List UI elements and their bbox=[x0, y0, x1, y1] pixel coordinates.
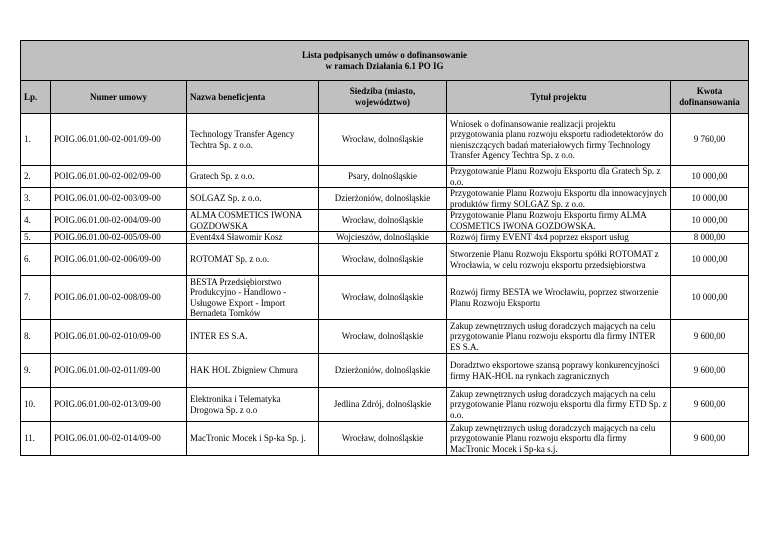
cell-kwota: 9 600,00 bbox=[671, 422, 749, 456]
contracts-table bbox=[20, 40, 749, 456]
cell-lp: 2. bbox=[21, 166, 51, 188]
header-tytul: Tytuł projektu bbox=[447, 81, 671, 114]
cell-siedziba: Wrocław, dolnośląskie bbox=[319, 210, 447, 232]
cell-kwota: 10 000,00 bbox=[671, 244, 749, 276]
cell-numer: POIG.06.01.00-02-008/09-00 bbox=[51, 276, 187, 320]
table-row bbox=[21, 354, 749, 388]
table-row bbox=[21, 388, 749, 422]
cell-nazwa: Elektronika i Telematyka Drogowa Sp. z o.o bbox=[187, 388, 319, 422]
cell-nazwa: SOLGAZ Sp. z o.o. bbox=[187, 188, 319, 210]
cell-siedziba: Jedlina Zdrój, dolnośląskie bbox=[319, 388, 447, 422]
cell-lp: 9. bbox=[21, 354, 51, 388]
cell-tytul: Przygotowanie Planu Rozwoju Eksportu firmy ALMA COSMETICS IWONA GOZDOWSKA. bbox=[447, 210, 671, 232]
cell-tytul: Wniosek o dofinansowanie realizacji projektu przygotowania planu rozwoju eksportu radiodetektorów do nieniszczących badań materiałowych firmy Technology Transfer Agency Techtra Sp. z o.o. bbox=[447, 114, 671, 166]
cell-kwota: 10 000,00 bbox=[671, 276, 749, 320]
cell-tytul: Zakup zewnętrznych usług doradczych mających na celu przygotowanie Planu rozwoju eksportu dla firmy ETD Sp. z o.o. bbox=[447, 388, 671, 422]
table-row bbox=[21, 232, 749, 244]
cell-numer: POIG.06.01.00-02-003/09-00 bbox=[51, 188, 187, 210]
cell-lp: 4. bbox=[21, 210, 51, 232]
cell-lp: 6. bbox=[21, 244, 51, 276]
title-row bbox=[21, 41, 749, 81]
cell-nazwa: INTER ES S.A. bbox=[187, 320, 319, 354]
cell-lp: 5. bbox=[21, 232, 51, 244]
cell-kwota: 10 000,00 bbox=[671, 166, 749, 188]
cell-nazwa: ALMA COSMETICS IWONA GOZDOWSKA bbox=[187, 210, 319, 232]
cell-siedziba: Dzierżoniów, dolnośląskie bbox=[319, 354, 447, 388]
cell-numer: POIG.06.01.00-02-010/09-00 bbox=[51, 320, 187, 354]
cell-tytul: Doradztwo eksportowe szansą poprawy konkurencyjności firmy HAK-HOL na rynkach zagranicznych bbox=[447, 354, 671, 388]
cell-lp: 3. bbox=[21, 188, 51, 210]
cell-siedziba: Wrocław, dolnośląskie bbox=[319, 244, 447, 276]
cell-nazwa: ROTOMAT Sp. z o.o. bbox=[187, 244, 319, 276]
table-row bbox=[21, 244, 749, 276]
cell-numer: POIG.06.01.00-02-001/09-00 bbox=[51, 114, 187, 166]
cell-tytul: Stworzenie Planu Rozwoju Eksportu spółki ROTOMAT z Wrocławia, w celu rozwoju eksportu przedsiębiorstwa bbox=[447, 244, 671, 276]
table-title bbox=[21, 41, 749, 81]
title-line-2: w ramach Działania 6.1 PO IG bbox=[325, 60, 444, 71]
cell-kwota: 9 760,00 bbox=[671, 114, 749, 166]
cell-tytul: Przygotowanie Planu Rozwoju Eksportu dla Gratech Sp. z o.o. bbox=[447, 166, 671, 188]
cell-lp: 7. bbox=[21, 276, 51, 320]
header-kwota: Kwota dofinansowania bbox=[671, 81, 749, 114]
cell-tytul: Zakup zewnętrznych usług doradczych mających na celu przygotowanie Planu rozwoju eksportu dla firmy MacTronic Mocek i Sp-ka s.j. bbox=[447, 422, 671, 456]
cell-nazwa: Technology Transfer Agency Techtra Sp. z o.o. bbox=[187, 114, 319, 166]
cell-numer: POIG.06.01.00-02-002/09-00 bbox=[51, 166, 187, 188]
cell-siedziba: Wrocław, dolnośląskie bbox=[319, 320, 447, 354]
table-row bbox=[21, 114, 749, 166]
table-row bbox=[21, 166, 749, 188]
cell-lp: 11. bbox=[21, 422, 51, 456]
header-numer: Numer umowy bbox=[51, 81, 187, 114]
cell-siedziba: Wrocław, dolnośląskie bbox=[319, 422, 447, 456]
cell-lp: 10. bbox=[21, 388, 51, 422]
cell-tytul: Rozwój firmy EVENT 4x4 poprzez eksport usług bbox=[447, 232, 671, 244]
table-row bbox=[21, 320, 749, 354]
table-row bbox=[21, 276, 749, 320]
header-siedziba: Siedziba (miasto, województwo) bbox=[319, 81, 447, 114]
cell-siedziba: Wojcieszów, dolnośląskie bbox=[319, 232, 447, 244]
cell-numer: POIG.06.01.00-02-006/09-00 bbox=[51, 244, 187, 276]
cell-nazwa: MacTronic Mocek i Sp-ka Sp. j. bbox=[187, 422, 319, 456]
cell-kwota: 9 600,00 bbox=[671, 388, 749, 422]
cell-tytul: Zakup zewnętrznych usług doradczych mających na celu przygotowanie Planu rozwoju eksportu dla firmy INTER ES S.A. bbox=[447, 320, 671, 354]
cell-tytul: Przygotowanie Planu Rozwoju Eksportu dla innowacyjnych produktów firmy SOLGAZ Sp. z o.o. bbox=[447, 188, 671, 210]
cell-numer: POIG.06.01.00-02-004/09-00 bbox=[51, 210, 187, 232]
header-row bbox=[21, 81, 749, 114]
cell-lp: 1. bbox=[21, 114, 51, 166]
cell-siedziba: Wrocław, dolnośląskie bbox=[319, 114, 447, 166]
table-row bbox=[21, 210, 749, 232]
header-nazwa: Nazwa beneficjenta bbox=[187, 81, 319, 114]
cell-kwota: 8 000,00 bbox=[671, 232, 749, 244]
cell-nazwa: BESTA Przedsiębiorstwo Produkcyjno - Handlowo - Usługowe Export - Import Bernadeta Tomków bbox=[187, 276, 319, 320]
cell-numer: POIG.06.01.00-02-005/09-00 bbox=[51, 232, 187, 244]
cell-nazwa: Event4x4 Sławomir Kosz bbox=[187, 232, 319, 244]
cell-nazwa: Gratech Sp. z o.o. bbox=[187, 166, 319, 188]
cell-kwota: 10 000,00 bbox=[671, 188, 749, 210]
title-line-1: Lista podpisanych umów o dofinansowanie bbox=[301, 49, 468, 60]
cell-siedziba: Psary, dolnośląskie bbox=[319, 166, 447, 188]
cell-numer: POIG.06.01.00-02-014/09-00 bbox=[51, 422, 187, 456]
cell-siedziba: Wrocław, dolnośląskie bbox=[319, 276, 447, 320]
contracts-sheet bbox=[20, 40, 748, 456]
cell-lp: 8. bbox=[21, 320, 51, 354]
cell-nazwa: HAK HOL Zbigniew Chmura bbox=[187, 354, 319, 388]
cell-kwota: 9 600,00 bbox=[671, 320, 749, 354]
cell-numer: POIG.06.01.00-02-013/09-00 bbox=[51, 388, 187, 422]
table-row bbox=[21, 422, 749, 456]
cell-kwota: 10 000,00 bbox=[671, 210, 749, 232]
table-row bbox=[21, 188, 749, 210]
cell-tytul: Rozwój firmy BESTA we Wrocławiu, poprzez stworzenie Planu Rozwoju Eksportu bbox=[447, 276, 671, 320]
header-lp: Lp. bbox=[21, 81, 51, 114]
cell-siedziba: Dzierżoniów, dolnośląskie bbox=[319, 188, 447, 210]
cell-numer: POIG.06.01.00-02-011/09-00 bbox=[51, 354, 187, 388]
cell-kwota: 9 600,00 bbox=[671, 354, 749, 388]
